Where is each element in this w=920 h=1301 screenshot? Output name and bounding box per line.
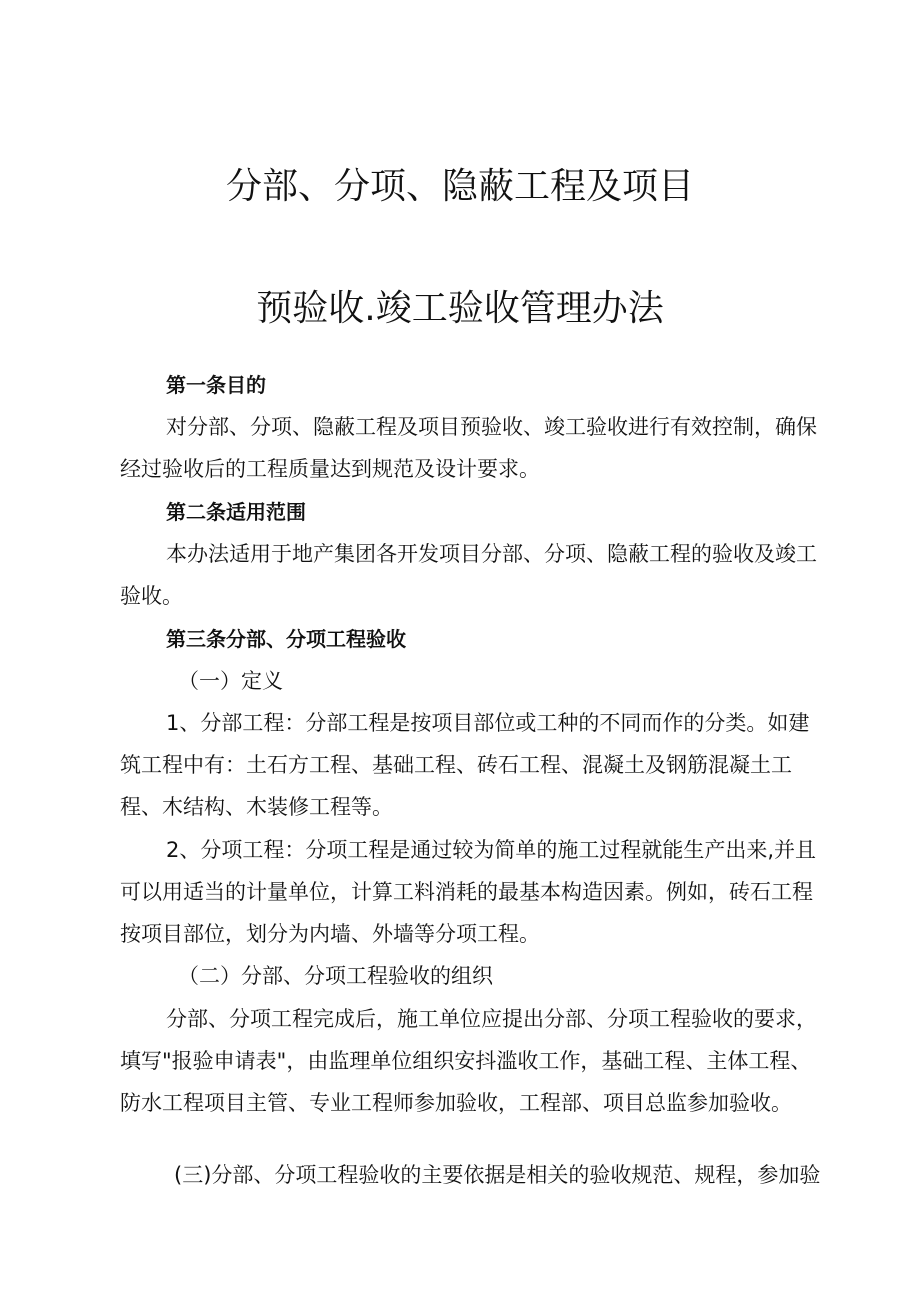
paragraph-line: 本办法适用于地产集团各开发项目分部、分项、隐蔽工程的验收及竣工 xyxy=(166,542,817,566)
paragraph-line: 按项目部位，划分为内墙、外墙等分项工程。 xyxy=(120,922,540,946)
section-heading: （一）定义 xyxy=(178,669,283,693)
paragraph-line: 对分部、分项、隐蔽工程及项目预验收、竣工验收进行有效控制，确保 xyxy=(166,415,817,439)
article-1-heading: 第一条目的 xyxy=(166,373,266,397)
paragraph-line: (三)分部、分项工程验收的主要依据是相关的验收规范、规程，参加验 xyxy=(174,1163,821,1187)
article-2-heading: 第二条适用范围 xyxy=(166,500,306,524)
section-heading: （二）分部、分项工程验收的组织 xyxy=(178,964,493,988)
document-title-line-2: 预验收.竣工验收管理办法 xyxy=(256,288,664,329)
paragraph-line: 筑工程中有：土石方工程、基础工程、砖石工程、混凝土及钢筋混凝土工 xyxy=(120,753,792,777)
paragraph-line: 防水工程项目主管、专业工程师参加验收，工程部、项目总监参加验收。 xyxy=(120,1091,792,1115)
paragraph-line: 2、分项工程：分项工程是通过较为简单的施工过程就能生产出来,并且 xyxy=(166,838,817,862)
paragraph-line: 可以用适当的计量单位，计算工料消耗的最基本构造因素。例如，砖石工程 xyxy=(120,880,813,904)
paragraph-line: 分部、分项工程完成后，施工单位应提出分部、分项工程验收的要求， xyxy=(166,1007,817,1031)
paragraph-line: 经过验收后的工程质量达到规范及设计要求。 xyxy=(120,457,540,481)
paragraph-line: 填写"报验申请表"，由监理单位组织安抖滥收工作，基础工程、主体工程、 xyxy=(120,1049,812,1073)
article-3-heading: 第三条分部、分项工程验收 xyxy=(166,627,406,651)
document-title-line-1: 分部、分项、隐蔽工程及项目 xyxy=(225,166,694,207)
paragraph-line: 1、分部工程：分部工程是按项目部位或工种的不同而作的分类。如建 xyxy=(166,711,810,735)
paragraph-line: 验收。 xyxy=(120,584,183,608)
paragraph-line: 程、木结构、木装修工程等。 xyxy=(120,795,393,819)
